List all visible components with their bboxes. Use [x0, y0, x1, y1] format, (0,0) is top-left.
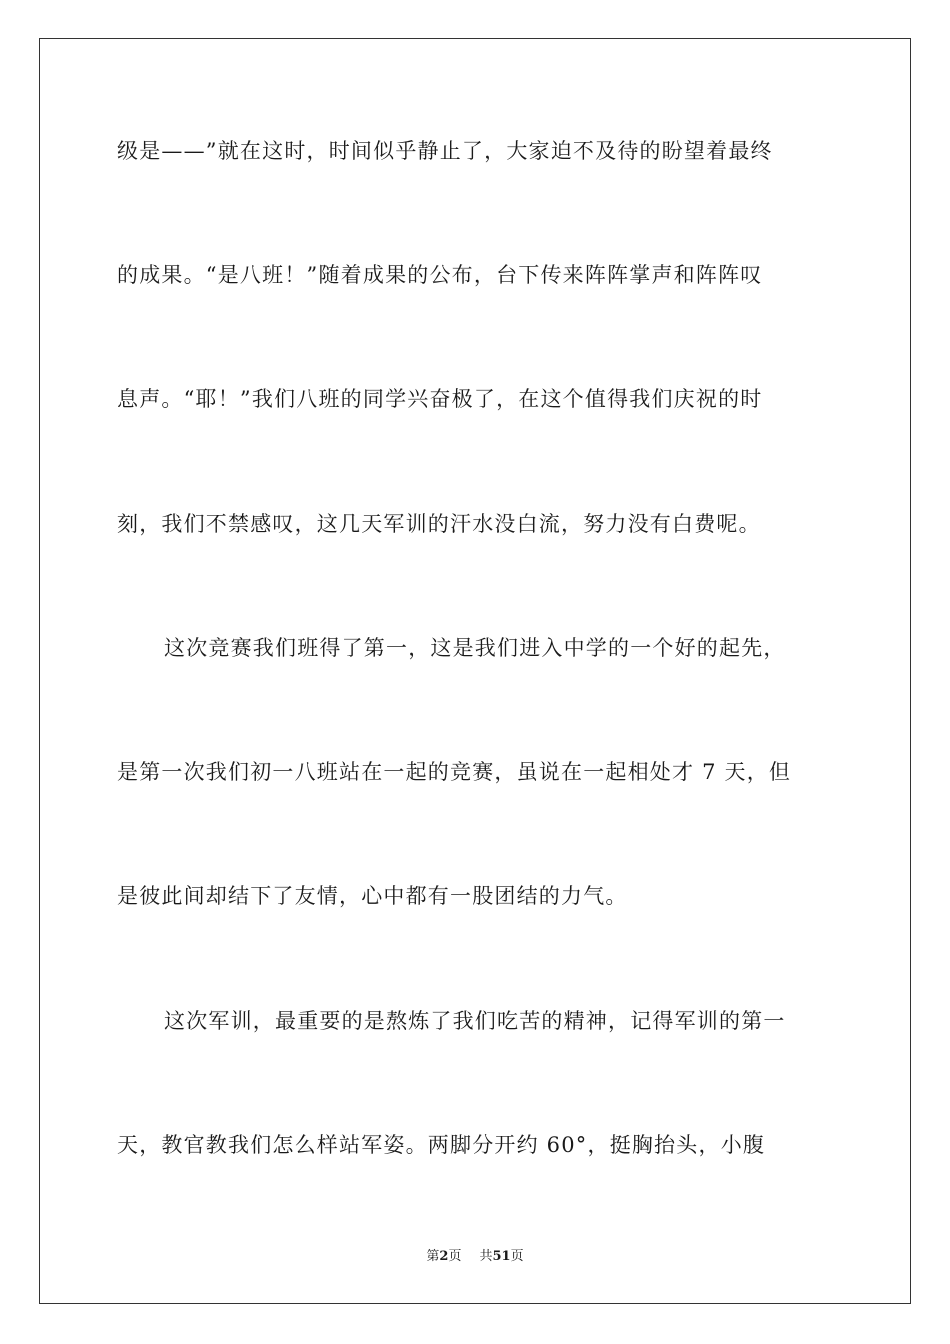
page-prefix: 第	[426, 1249, 440, 1264]
paragraph-first-line: 这次军训，最重要的是熬炼了我们吃苦的精神，记得军训的第一	[164, 1009, 786, 1033]
body-text-line: 天，教官教我们怎么样站军姿。两脚分开约 60°，挺胸抬头，小腹	[117, 1133, 766, 1157]
body-text-line: 级是——”就在这时，时间似乎静止了，大家迫不及待的盼望着最终	[117, 139, 773, 163]
body-text-line: 是第一次我们初一八班站在一起的竞赛，虽说在一起相处才 7 天，但	[117, 760, 792, 784]
body-text-line: 是彼此间却结下了友情，心中都有一股团结的力气。	[117, 884, 628, 908]
total-prefix: 共	[479, 1249, 493, 1264]
body-text-line: 刻，我们不禁感叹，这几天军训的汗水没白流，努力没有白费呢。	[117, 512, 761, 536]
body-text-line: 息声。“耶！”我们八班的同学兴奋极了，在这个值得我们庆祝的时	[117, 387, 763, 411]
page-border	[39, 38, 911, 1304]
body-text-line: 的成果。“是八班！”随着成果的公布，台下传来阵阵掌声和阵阵叹	[117, 263, 763, 287]
total-pages: 51	[492, 1249, 511, 1264]
page-number: 2	[439, 1249, 449, 1264]
page-footer	[0, 1248, 950, 1266]
paragraph-first-line: 这次竞赛我们班得了第一，这是我们进入中学的一个好的起先，	[164, 636, 786, 660]
total-suffix: 页	[510, 1249, 524, 1264]
page-suffix: 页	[448, 1249, 462, 1264]
